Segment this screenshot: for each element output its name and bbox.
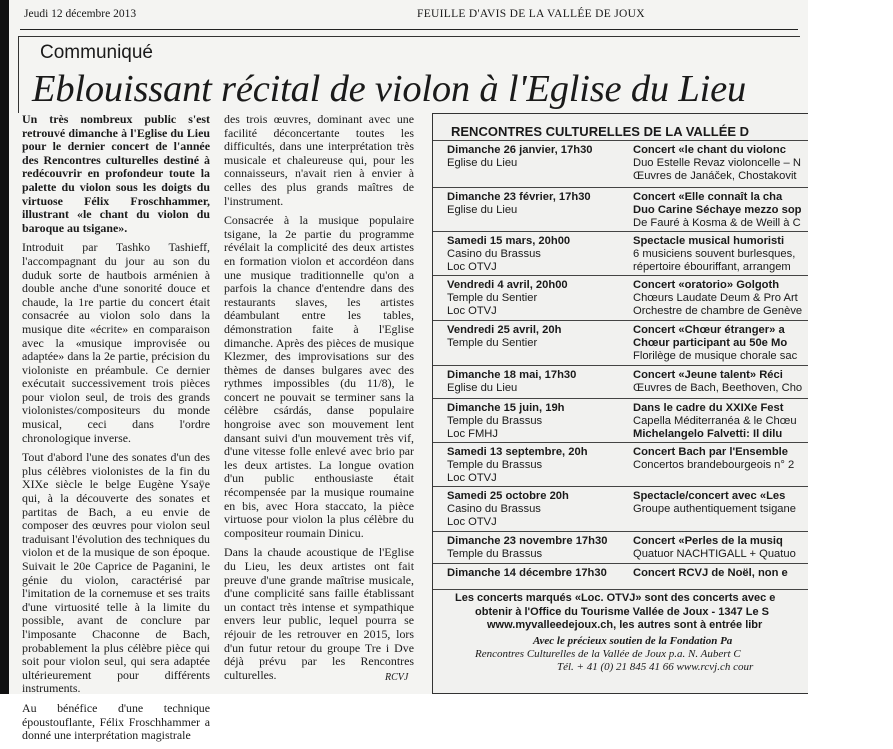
event-program-title: Concert «Jeune talent» Réci (633, 369, 783, 381)
article-signature: RCVJ (385, 672, 409, 683)
program-event (433, 275, 808, 321)
page-header (24, 8, 788, 28)
event-date: Dimanche 14 décembre 17h30 (447, 567, 607, 579)
event-place: Temple du Brassus (447, 547, 543, 560)
article-paragraph: des trois œuvres, dominant avec une facilité déconcertante toutes les difficultés, dans une interprétation très musicale et chaleureuse qui, pour les connaisseurs, n'avait rien à envier à celles des plus grands maîtres de l'instrument. (224, 112, 414, 208)
article-paragraph: Au bénéfice d'une technique époustouflante, Félix Froschhammer a donné une interprétation magistrale (22, 700, 210, 743)
event-program-title: Concert «Perles de la musiq (633, 535, 783, 547)
article-headline: Eblouissant récital de violon à l'Eglise du Lieu (32, 68, 747, 110)
program-event (433, 140, 808, 188)
article-paragraph: Dans la chaude acoustique de l'Eglise du Lieu, les deux artistes ont fait preuve d'une grande maîtrise musicale, d'une complicité sans faille établissant un contact très intense et sympathique envers leur public, lequel pourra se réjouir de les retrouver en 2015, lors d'un futur retour du groupe Tre i Dve déjà prévu par les Rencontres culturelles. (224, 545, 414, 682)
event-program (633, 402, 893, 440)
event-place: Eglise du Lieu (447, 203, 518, 216)
event-place: Casino du Brassus (447, 502, 541, 515)
event-date-place (447, 279, 627, 317)
program-title: RENCONTRES CULTURELLES DE LA VALLÉE D (451, 124, 750, 139)
event-program-title: Concert «oratorio» Golgoth (633, 279, 780, 291)
event-place: Temple du Brassus (447, 458, 543, 471)
program-event (433, 231, 808, 276)
program-footer-line: Les concerts marqués «Loc. OTVJ» sont des concerts avec e (455, 592, 776, 604)
event-program (633, 446, 893, 472)
event-program-detail: Quatuor NACHTIGALL + Quatuo (633, 547, 796, 560)
program-thanks-line: Tél. + 41 (0) 21 845 41 66 www.rcvj.ch cour (557, 661, 754, 673)
event-date: Samedi 15 mars, 20h00 (447, 235, 571, 247)
article-kicker: Communiqué (40, 42, 153, 63)
event-program (633, 535, 893, 561)
event-date: Samedi 13 septembre, 20h (447, 446, 588, 458)
event-program-detail: Duo Carine Séchaye mezzo sop (633, 203, 802, 216)
event-date: Vendredi 25 avril, 20h (447, 324, 562, 336)
program-event (433, 486, 808, 532)
event-place: Loc OTVJ (447, 304, 497, 317)
event-place: Casino du Brassus (447, 247, 541, 260)
event-program-title: Concert «Chœur étranger» a (633, 324, 785, 336)
article-column-2 (224, 113, 414, 688)
event-date-place (447, 235, 627, 273)
event-program-detail: Concertos brandebourgeois n° 2 (633, 458, 795, 471)
event-date-place (447, 535, 627, 561)
event-program-detail: répertoire ébouriffant, arrangem (633, 260, 791, 273)
event-program-detail: Michelangelo Falvetti: Il dilu (633, 427, 783, 440)
article-frame-left (18, 36, 29, 113)
program-footer-line: www.myvalleedejoux.ch, les autres sont à entrée libr (487, 619, 763, 632)
program-footer (433, 589, 808, 633)
program-event (433, 442, 808, 487)
program-thanks-line: Avec le précieux soutien de la Fondation Pa (533, 635, 733, 647)
event-program (633, 279, 893, 317)
event-place: Loc OTVJ (447, 260, 497, 273)
program-event (433, 320, 808, 366)
program-thanks-line: Rencontres Culturelles de la Vallée de Joux p.a. N. Aubert C (475, 648, 741, 660)
program-event (433, 398, 808, 443)
event-program-detail: Chœurs Laudate Deum & Pro Art (633, 291, 798, 304)
article-frame-top (18, 36, 800, 37)
issue-date: Jeudi 12 décembre 2013 (24, 8, 137, 20)
article-paragraph: Tout d'abord l'une des sonates d'un des plus célèbres violonistes de la fin du XIXe siècle le belge Eugène Ysaÿe qui, à la découverte des sonates et partitas de Bach, a eu envie de composer des œuvres pour violon seul traduisant l'évolution des techniques du violon et de la musique de son époque. Suivait le 20e Caprice de Paganini, le génie du violon, caractérisé par l'imitation de la cornemuse et ses traits d'une virtuosité telle à la limite du possible, avant de conclure par l'imposante Chaconne de Bach, probablement la plus célèbre pièce qui soit pour violon seul, qui sera adaptée ultérieurement pour différents instruments. (22, 450, 210, 696)
header-rule (20, 29, 798, 30)
event-program-detail: 6 musiciens souvent burlesques, (633, 247, 796, 260)
event-program-title: Concert RCVJ de Noël, non e (633, 567, 788, 579)
event-program (633, 324, 893, 362)
program-event (433, 563, 808, 586)
event-place: Loc OTVJ (447, 515, 497, 528)
event-date-place (447, 490, 627, 528)
program-thanks (475, 635, 754, 674)
event-program-detail: Florilège de musique chorale sac (633, 349, 798, 362)
event-program (633, 235, 893, 273)
program-event (433, 365, 808, 399)
event-program-title: Concert «le chant du violonc (633, 144, 786, 156)
event-date-place (447, 324, 627, 350)
event-date: Vendredi 4 avril, 20h00 (447, 279, 568, 291)
event-program-detail: Duo Estelle Revaz violoncelle – N (633, 156, 801, 169)
event-program (633, 490, 893, 516)
event-date-place (447, 567, 627, 580)
concert-program-box (432, 113, 808, 694)
event-date-place (447, 144, 627, 170)
event-program-title: Concert Bach par l'Ensemble (633, 446, 788, 458)
event-date: Dimanche 18 mai, 17h30 (447, 369, 577, 381)
event-place: Temple du Brassus (447, 414, 543, 427)
event-date: Dimanche 23 novembre 17h30 (447, 535, 608, 547)
event-program-detail: Œuvres de Bach, Beethoven, Cho (633, 381, 803, 394)
event-date: Dimanche 26 janvier, 17h30 (447, 144, 593, 156)
publication-name: FEUILLE D'AVIS DE LA VALLÉE DE JOUX (417, 8, 645, 20)
event-place: Eglise du Lieu (447, 381, 518, 394)
event-program-detail: Chœur participant au 50e Mo (633, 336, 788, 349)
event-program-detail: De Fauré à Kosma & de Weill à C (633, 216, 801, 229)
event-program-title: Spectacle/concert avec «Les (633, 490, 786, 502)
event-date: Samedi 25 octobre 20h (447, 490, 569, 502)
event-place: Temple du Sentier (447, 291, 538, 304)
event-program-title: Dans le cadre du XXIXe Fest (633, 402, 784, 414)
event-date-place (447, 446, 627, 484)
event-program (633, 144, 893, 182)
event-program-detail: Orchestre de chambre de Genève (633, 304, 803, 317)
event-date: Dimanche 15 juin, 19h (447, 402, 565, 414)
article-column-1 (22, 113, 210, 749)
event-place: Loc OTVJ (447, 471, 497, 484)
event-program (633, 567, 893, 580)
event-date: Dimanche 23 février, 17h30 (447, 191, 591, 203)
event-program (633, 191, 893, 229)
event-program-title: Concert «Elle connaît la cha (633, 191, 783, 203)
article-paragraph: Consacrée à la musique populaire tsigane, la 2e partie du programme révélait la complicité des deux artistes en formation violon et accordéon dans une musique traditionnelle qu'on a parfois la chance d'entendre dans des restaurants slaves, les artistes déambulant entre les tables, démonstration faite à l'Eglise dimanche. Après des pièces de musique Klezmer, des improvisations sur des thèmes de danses bulgares avec des rythmes impossibles (du 11/8), le concert ne pouvait se terminer sans la célèbre csárdás, danse populaire hongroise avec son mouvement lent dansant suivi d'un mouvement très vif, d'une vitesse folle enlevé avec brio par les deux artistes. La longue ovation d'un public enthousiaste était récompensée par la musique roumaine en bis, avec Hora staccato, la pièce virtuose pour violon la plus célèbre du compositeur roumain Dinicu. (224, 213, 414, 540)
program-footer-line: obtenir à l'Office du Tourisme Vallée de Joux - 1347 Le S (475, 605, 770, 618)
event-program-detail: Capella Méditerranéa & le Chœu (633, 414, 797, 427)
program-event (433, 531, 808, 564)
event-program-title: Spectacle musical humoristi (633, 235, 785, 247)
event-program (633, 369, 893, 395)
event-place: Loc FMHJ (447, 427, 498, 440)
event-program-detail: Œuvres de Janáček, Chostakovit (633, 169, 797, 182)
article-paragraph: Introduit par Tashko Tashieff, l'accompagnant du jour au son du duduk sorte de hautbois arménien à double anche d'une sonorité douce et chaude, la 1re partie du concert était consacrée au violon solo dans la musique dite «écrite» en comparaison avec la «musique improvisée ou adaptée» dans la 2e partie, précision du violoniste en préambule. Ce dernier exécutait successivement trois pièces pour violon seul, de trois des grands violonistes/compositeurs du monde musical, ceci dans l'ordre chronologique inverse. (22, 240, 210, 445)
event-date-place (447, 191, 627, 217)
event-place: Eglise du Lieu (447, 156, 518, 169)
program-event (433, 187, 808, 232)
article-lead: Un très nombreux public s'est retrouvé dimanche à l'Eglise du Lieu pour le dernier concert de l'année des Rencontres culturelles destiné à redécouvrir en profondeur toute la palette du violon sous les doigts du virtuose Félix Froschhammer, illustrant «le chant du violon du baroque au tsigane». (22, 112, 210, 235)
event-date-place (447, 369, 627, 395)
event-place: Temple du Sentier (447, 336, 538, 349)
event-program-detail: Groupe authentiquement tsigane (633, 502, 796, 515)
event-date-place (447, 402, 627, 440)
